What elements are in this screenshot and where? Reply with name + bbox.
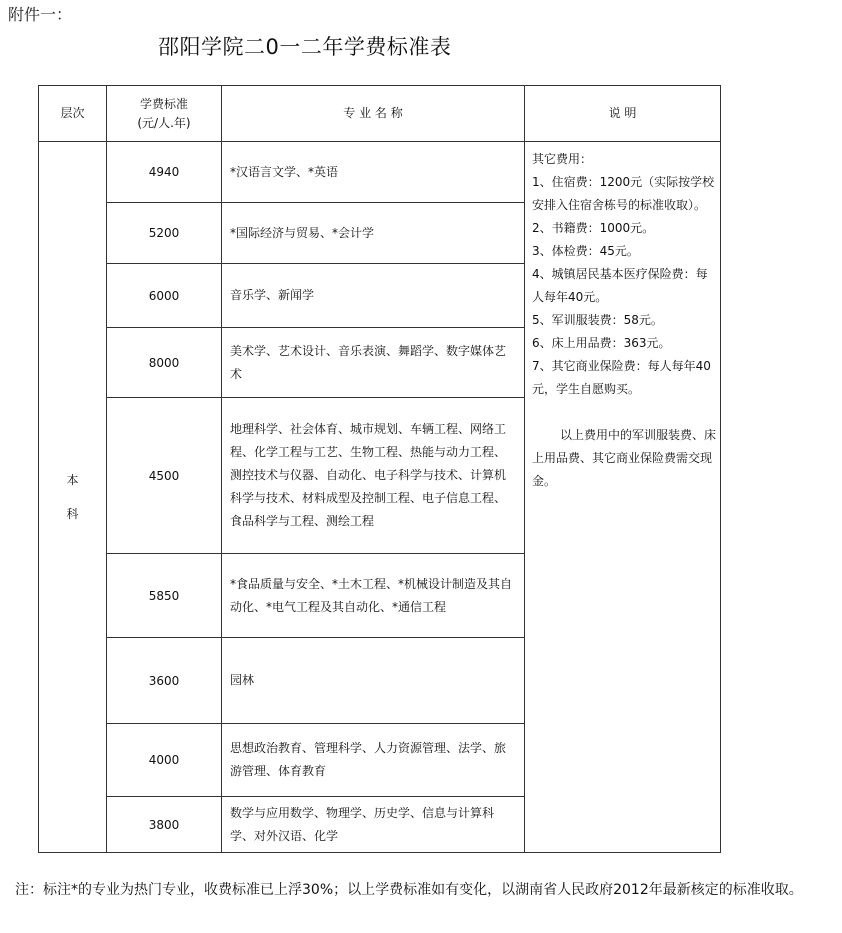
table-header-row	[39, 86, 721, 142]
notes-item-4: 4、城镇居民基本医疗保险费：每人每年40元。	[532, 267, 708, 304]
fee-cell: 4000	[107, 724, 222, 797]
majors-cell: 园林	[222, 638, 525, 724]
majors-cell: 思想政治教育、管理科学、人力资源管理、法学、旅游管理、体育教育	[222, 724, 525, 797]
fee-cell: 4940	[107, 142, 222, 203]
notes-spacer	[532, 401, 716, 424]
table-row	[39, 142, 721, 203]
majors-cell: 音乐学、新闻学	[222, 264, 525, 328]
attachment-label: 附件一：	[8, 5, 73, 24]
majors-cell: *食品质量与安全、*土木工程、*机械设计制造及其自动化、*电气工程及其自动化、*通信工程	[222, 554, 525, 638]
fee-standard-table	[38, 85, 721, 853]
notes-item-2: 2、书籍费：1000元。	[532, 221, 655, 235]
majors-cell: 地理科学、社会体育、城市规划、车辆工程、网络工程、化学工程与工艺、生物工程、热能与动力工程、测控技术与仪器、自动化、电子科学与技术、计算机科学与技术、材料成型及控制工程、电子信息工程、食品科学与工程、测绘工程	[222, 398, 525, 554]
fee-cell: 5850	[107, 554, 222, 638]
level-char-1: 本	[66, 473, 79, 487]
footnote: 注：标注*的专业为热门专业，收费标准已上浮30%；以上学费标准如有变化，以湖南省人民政府2012年最新核定的标准收取。	[15, 882, 803, 898]
level-char-2: 科	[66, 507, 79, 521]
majors-cell: 数学与应用数学、物理学、历史学、信息与计算科学、对外汉语、化学	[222, 797, 525, 853]
header-fee-standard-line1: 学费标准	[139, 96, 188, 111]
header-fee-standard	[107, 86, 222, 142]
fee-cell: 6000	[107, 264, 222, 328]
header-fee-standard-line2: (元/人.年)	[137, 115, 191, 130]
notes-item-3: 3、体检费：45元。	[532, 244, 639, 258]
fee-cell: 3600	[107, 638, 222, 724]
fee-cell: 4500	[107, 398, 222, 554]
notes-item-5: 5、军训服装费：58元。	[532, 313, 663, 327]
header-description: 说 明	[525, 86, 721, 142]
majors-cell: *汉语言文学、*英语	[222, 142, 525, 203]
fee-cell: 5200	[107, 203, 222, 264]
document-title: 邵阳学院二0一二年学费标准表	[158, 35, 452, 59]
notes-item-1: 1、住宿费：1200元（实际按学校安排入住宿舍栋号的标准收取）。	[532, 175, 715, 212]
fee-cell: 3800	[107, 797, 222, 853]
majors-cell: 美术学、艺术设计、音乐表演、舞蹈学、数字媒体艺术	[222, 328, 525, 398]
notes-heading: 其它费用：	[532, 152, 593, 166]
majors-cell: *国际经济与贸易、*会计学	[222, 203, 525, 264]
header-level: 层次	[39, 86, 107, 142]
level-cell	[39, 142, 107, 853]
header-major-name: 专 业 名 称	[222, 86, 525, 142]
description-cell	[525, 142, 721, 853]
fee-cell: 8000	[107, 328, 222, 398]
notes-item-6: 6、床上用品费：363元。	[532, 336, 671, 350]
notes-summary: 以上费用中的军训服装费、床上用品费、其它商业保险费需交现金。	[532, 428, 717, 488]
notes-item-7: 7、其它商业保险费：每人每年40元，学生自愿购买。	[532, 359, 711, 396]
